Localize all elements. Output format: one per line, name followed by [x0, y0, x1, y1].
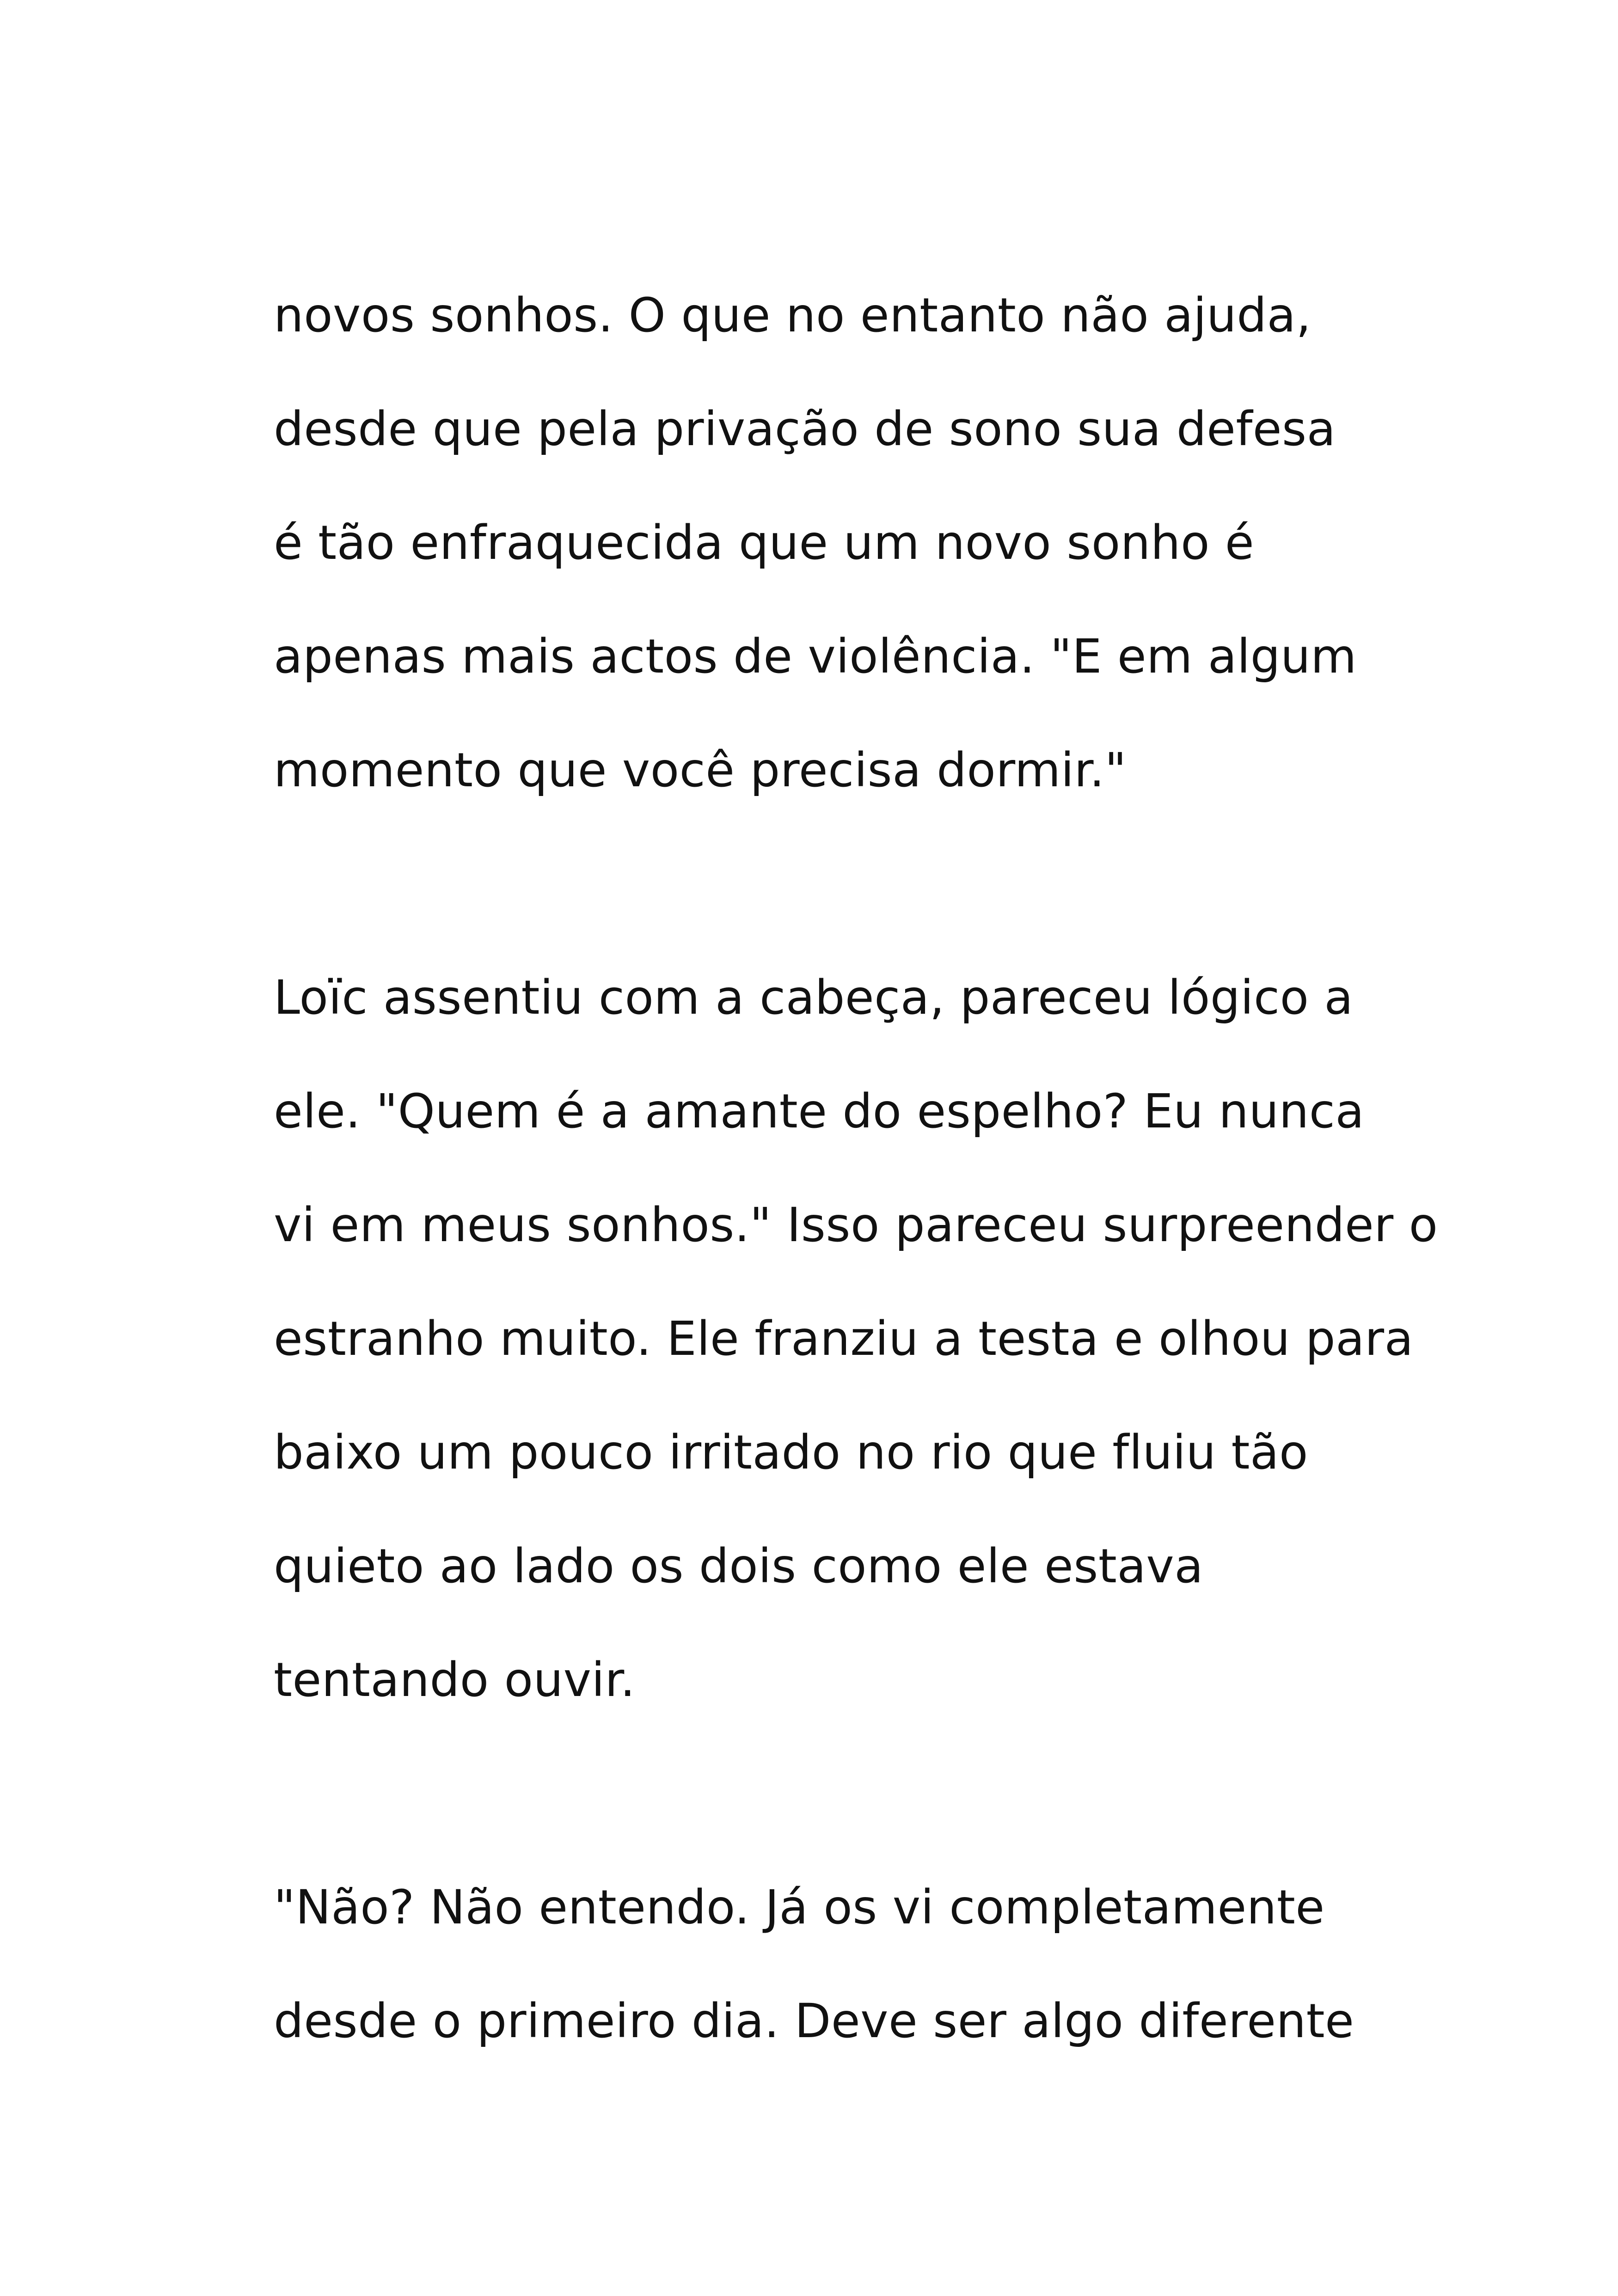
- text-line: vi em meus sonhos." Isso pareceu surpreender o: [274, 1198, 1438, 1253]
- paragraph-spacer: [274, 827, 1383, 941]
- paragraph-spacer: [274, 1737, 1383, 1851]
- text-line: é tão enfraquecida que um novo sonho é: [274, 515, 1255, 570]
- text-line: baixo um pouco irritado no rio que fluiu tão: [274, 1425, 1308, 1480]
- text-line: desde que pela privação de sono sua defesa: [274, 402, 1336, 457]
- text-line: momento que você precisa dormir.": [274, 743, 1127, 798]
- text-line: quieto ao lado os dois como ele estava: [274, 1539, 1204, 1594]
- text-line: desde o primeiro dia. Deve ser algo diferente: [274, 1994, 1354, 2049]
- paragraph-2: [274, 941, 1438, 1737]
- text-line: ele. "Quem é a amante do espelho? Eu nunca: [274, 1084, 1365, 1139]
- paragraph-1: [274, 259, 1383, 827]
- text-line: novos sonhos. O que no entanto não ajuda,: [274, 288, 1312, 343]
- text-line: Loïc assentiu com a cabeça, pareceu lógico a: [274, 970, 1354, 1025]
- text-line: apenas mais actos de violência. "E em algum: [274, 629, 1357, 684]
- body-text: [274, 259, 1438, 2078]
- text-line: estranho muito. Ele franziu a testa e olhou para: [274, 1311, 1414, 1366]
- text-line: tentando ouvir.: [274, 1653, 636, 1708]
- paragraph-3: [274, 1851, 1383, 2078]
- text-line: "Não? Não entendo. Já os vi completamente: [274, 1880, 1325, 1935]
